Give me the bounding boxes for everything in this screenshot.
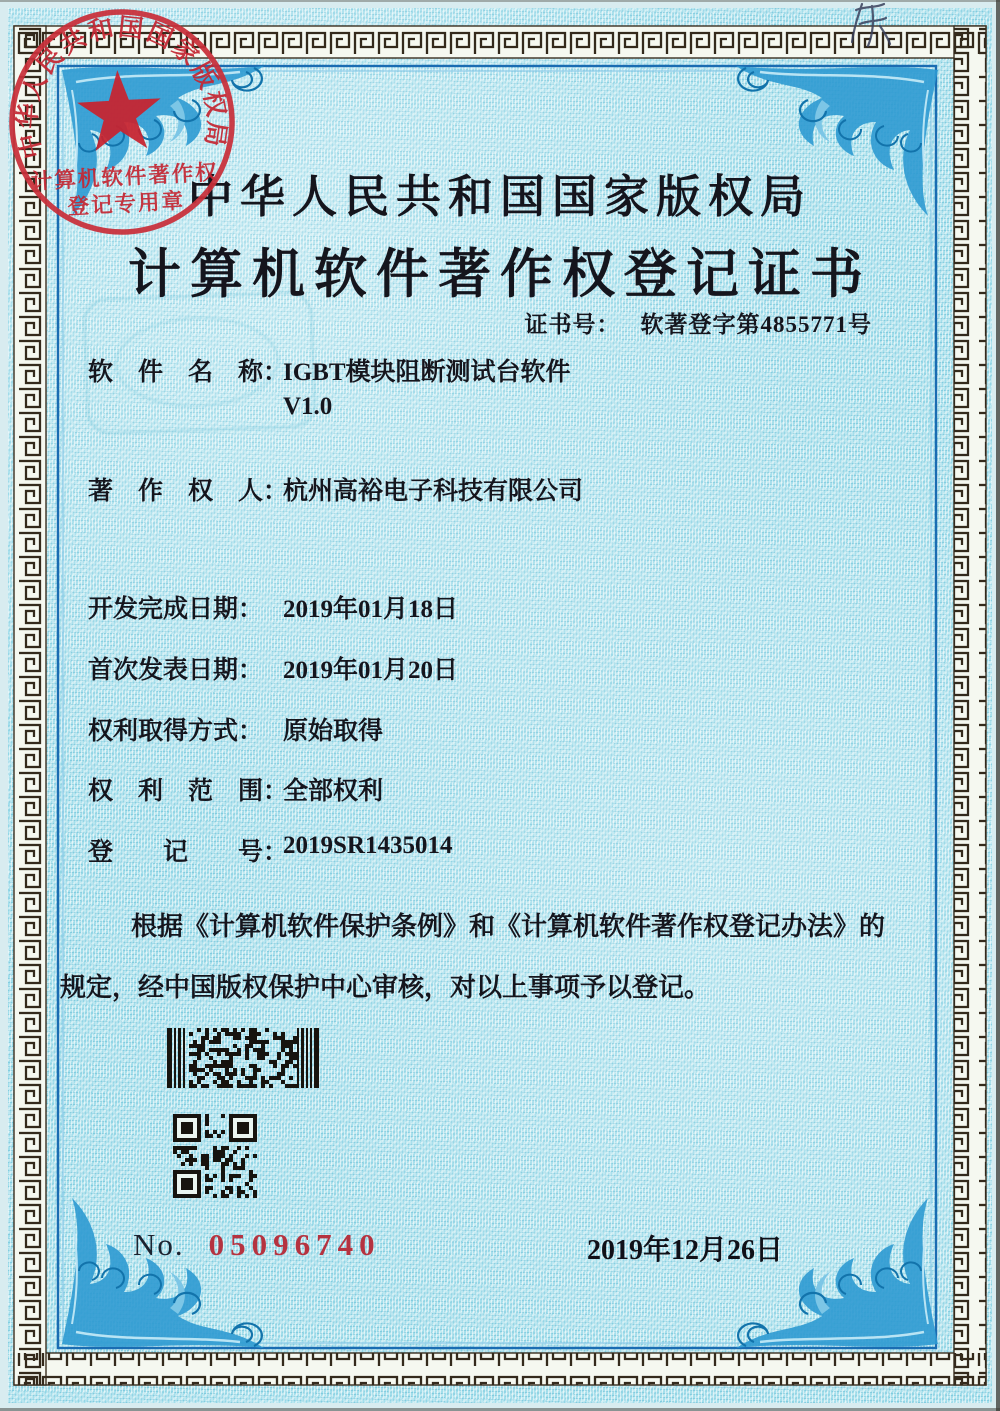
field-value: 杭州高裕电子科技有限公司 xyxy=(283,478,584,505)
seal-text-line2: 登记专用章 xyxy=(66,188,186,219)
field-value: 2019SR1435014 xyxy=(283,832,453,859)
corner-flourish-bottomleft xyxy=(62,1198,264,1348)
field-label: 著 作 权 人： xyxy=(88,478,289,505)
seal-ring-text: 中华人民共和国国家版权局 xyxy=(14,14,230,162)
scan-edge-top xyxy=(0,0,1000,2)
field-label: 软 件 名 称： xyxy=(88,359,289,386)
legal-statement-line1: 根据《计算机软件保护条例》和《计算机软件著作权登记办法》的 xyxy=(131,912,886,941)
serial-number-line xyxy=(133,1227,381,1263)
corner-flourish-bottomright xyxy=(736,1198,938,1348)
official-seal xyxy=(0,0,244,244)
legal-statement xyxy=(60,896,910,1018)
serial-number: 05096740 xyxy=(208,1227,381,1262)
field-value: 原始取得 xyxy=(283,718,384,745)
field-value: 2019年01月18日 xyxy=(283,596,459,623)
field-label: 权利取得方式： xyxy=(88,718,264,745)
seal-text-line1: 计算机软件著作权 xyxy=(30,160,220,194)
field-value: 2019年01月20日 xyxy=(283,657,459,684)
seal-star xyxy=(76,68,164,152)
field-label: 登 记 号： xyxy=(88,839,289,866)
legal-statement-line2: 规定，经中国版权保护中心审核，对以上事项予以登记。 xyxy=(60,973,711,1002)
field-value: IGBT模块阻断测试台软件 xyxy=(283,359,571,386)
certificate-number-label: 证书号： xyxy=(524,312,621,337)
field-label: 首次发表日期： xyxy=(88,657,264,684)
field-value: V1.0 xyxy=(283,393,333,420)
barcode xyxy=(167,1028,319,1088)
certificate-number-line xyxy=(0,306,872,339)
issuing-authority-title: 中华人民共和国国家版权局 xyxy=(187,172,812,222)
field-value: 全部权利 xyxy=(283,778,384,805)
field-label: 开发完成日期： xyxy=(88,596,264,623)
serial-prefix: No. xyxy=(133,1227,185,1262)
certificate-number-value: 软著登字第4855771号 xyxy=(640,312,872,337)
issue-date: 2019年12月26日 xyxy=(586,1235,783,1266)
scan-edge-right xyxy=(996,0,1000,1411)
certificate-title: 计算机软件著作权登记证书 xyxy=(128,246,872,304)
field-label: 权 利 范 围： xyxy=(88,778,289,805)
qr-code xyxy=(173,1114,257,1198)
